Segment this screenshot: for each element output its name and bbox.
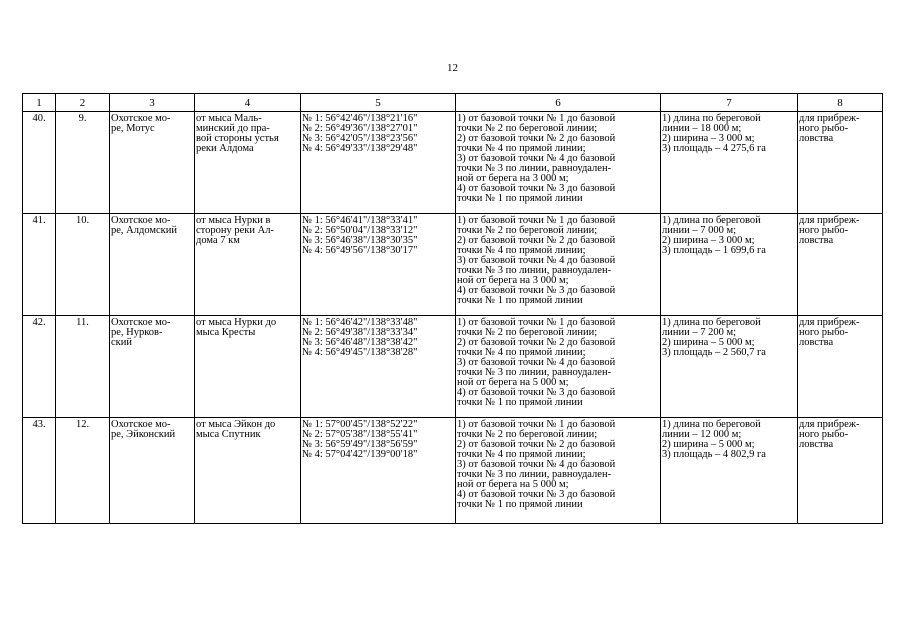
- description-line: 3) от базовой точки № 4 до базовой: [457, 459, 616, 470]
- bounds-line: мыса Кресты: [196, 327, 256, 338]
- purpose-line: ного рыбо-: [799, 225, 849, 236]
- description-line: 1) от базовой точки № 1 до базовой: [457, 419, 616, 430]
- size-line: линии – 7 000 м;: [662, 225, 737, 236]
- purpose-cell: [798, 214, 883, 316]
- column-header: 5: [301, 94, 456, 112]
- coord-line: № 4: 56°49'56"/138°30'17": [302, 245, 418, 256]
- purpose-line: ловства: [799, 235, 834, 246]
- description-line: 1) от базовой точки № 1 до базовой: [457, 113, 616, 124]
- bounds-line: реки Алдома: [196, 143, 254, 154]
- purpose-line: для прибреж-: [799, 317, 860, 328]
- column-header: 3: [110, 94, 195, 112]
- description-line: 4) от базовой точки № 3 до базовой: [457, 183, 616, 194]
- size-cell: [661, 112, 798, 214]
- area-number-cell: 10.: [56, 214, 110, 316]
- description-line: ной от берега на 3 000 м;: [457, 275, 569, 286]
- place-line: Охотское мо-: [111, 419, 171, 430]
- description-line: точки № 1 по прямой линии: [457, 397, 583, 408]
- size-cell: [661, 214, 798, 316]
- coord-line: № 1: 56°46'41"/138°33'41": [302, 215, 418, 226]
- description-line: точки № 2 по береговой линии;: [457, 123, 598, 134]
- description-line: точки № 4 по прямой линии;: [457, 143, 586, 154]
- size-line: линии – 18 000 м;: [662, 123, 742, 134]
- bounds-cell: [195, 418, 301, 524]
- purpose-line: ловства: [799, 133, 834, 144]
- description-line: ной от берега на 3 000 м;: [457, 173, 569, 184]
- description-line: 3) от базовой точки № 4 до базовой: [457, 255, 616, 266]
- table-row: [23, 214, 883, 316]
- description-line: 4) от базовой точки № 3 до базовой: [457, 285, 616, 296]
- bounds-line: минский до пра-: [196, 123, 270, 134]
- purpose-line: ловства: [799, 337, 834, 348]
- place-cell: [110, 316, 195, 418]
- row-number-cell: 40.: [23, 112, 56, 214]
- column-header: 7: [661, 94, 798, 112]
- description-line: 1) от базовой точки № 1 до базовой: [457, 317, 616, 328]
- header-row: [23, 94, 883, 112]
- size-line: 3) площадь – 4 802,9 га: [662, 449, 766, 460]
- coords-cell: [301, 112, 456, 214]
- purpose-line: ного рыбо-: [799, 429, 849, 440]
- column-header: 8: [798, 94, 883, 112]
- description-line: точки № 3 по линии, равноудален-: [457, 367, 612, 378]
- table-row: [23, 418, 883, 524]
- purpose-line: ного рыбо-: [799, 327, 849, 338]
- area-number-cell: 9.: [56, 112, 110, 214]
- description-cell: [456, 316, 661, 418]
- size-line: 1) длина по береговой: [662, 419, 761, 430]
- bounds-line: вой стороны устья: [196, 133, 279, 144]
- column-header: 4: [195, 94, 301, 112]
- place-cell: [110, 112, 195, 214]
- area-number-cell: 12.: [56, 418, 110, 524]
- description-line: 1) от базовой точки № 1 до базовой: [457, 215, 616, 226]
- place-cell: [110, 214, 195, 316]
- description-line: точки № 1 по прямой линии: [457, 193, 583, 204]
- purpose-line: ловства: [799, 439, 834, 450]
- description-line: 4) от базовой точки № 3 до базовой: [457, 489, 616, 500]
- description-line: точки № 4 по прямой линии;: [457, 347, 586, 358]
- description-cell: [456, 418, 661, 524]
- column-header: 6: [456, 94, 661, 112]
- coord-line: № 3: 56°46'48"/138°38'42": [302, 337, 418, 348]
- size-line: 1) длина по береговой: [662, 215, 761, 226]
- size-line: 2) ширина – 3 000 м;: [662, 133, 755, 144]
- purpose-line: для прибреж-: [799, 113, 860, 124]
- purpose-cell: [798, 112, 883, 214]
- bounds-line: от мыса Нурки в: [196, 215, 271, 226]
- description-line: ной от берега на 5 000 м;: [457, 479, 569, 490]
- coords-cell: [301, 316, 456, 418]
- bounds-line: сторону реки Ал-: [196, 225, 274, 236]
- purpose-line: ного рыбо-: [799, 123, 849, 134]
- row-number-cell: 41.: [23, 214, 56, 316]
- description-line: 2) от базовой точки № 2 до базовой: [457, 337, 616, 348]
- size-line: 3) площадь – 2 560,7 га: [662, 347, 766, 358]
- fishing-areas-table: [22, 93, 883, 524]
- coord-line: № 2: 57°05'38"/138°55'41": [302, 429, 418, 440]
- size-cell: [661, 418, 798, 524]
- table-row: [23, 112, 883, 214]
- coord-line: № 1: 57°00'45"/138°52'22": [302, 419, 418, 430]
- description-line: точки № 1 по прямой линии: [457, 295, 583, 306]
- description-line: точки № 2 по береговой линии;: [457, 429, 598, 440]
- place-line: ре, Нурков-: [111, 327, 163, 338]
- coord-line: № 3: 56°42'05"/138°23'56": [302, 133, 418, 144]
- description-line: точки № 4 по прямой линии;: [457, 245, 586, 256]
- coord-line: № 3: 56°46'38"/138°30'35": [302, 235, 418, 246]
- coord-line: № 2: 56°49'38"/138°33'34": [302, 327, 418, 338]
- description-line: точки № 2 по береговой линии;: [457, 225, 598, 236]
- description-line: точки № 1 по прямой линии: [457, 499, 583, 510]
- place-line: Охотское мо-: [111, 215, 171, 226]
- size-line: 2) ширина – 5 000 м;: [662, 439, 755, 450]
- size-line: 3) площадь – 1 699,6 га: [662, 245, 766, 256]
- place-line: Охотское мо-: [111, 113, 171, 124]
- description-line: точки № 3 по линии, равноудален-: [457, 265, 612, 276]
- coord-line: № 2: 56°49'36"/138°27'01": [302, 123, 418, 134]
- coord-line: № 4: 57°04'42"/139°00'18": [302, 449, 418, 460]
- coord-line: № 4: 56°49'45"/138°38'28": [302, 347, 418, 358]
- coord-line: № 1: 56°42'46"/138°21'16": [302, 113, 418, 124]
- size-cell: [661, 316, 798, 418]
- description-line: 3) от базовой точки № 4 до базовой: [457, 153, 616, 164]
- row-number-cell: 42.: [23, 316, 56, 418]
- purpose-cell: [798, 316, 883, 418]
- description-line: ной от берега на 5 000 м;: [457, 377, 569, 388]
- bounds-line: от мыса Маль-: [196, 113, 262, 124]
- bounds-line: от мыса Нурки до: [196, 317, 277, 328]
- bounds-line: от мыса Эйкон до: [196, 419, 276, 430]
- area-number-cell: 11.: [56, 316, 110, 418]
- size-line: линии – 12 000 м;: [662, 429, 742, 440]
- column-header: 1: [23, 94, 56, 112]
- place-line: ре, Эйконский: [111, 429, 176, 440]
- description-line: 2) от базовой точки № 2 до базовой: [457, 133, 616, 144]
- place-line: Охотское мо-: [111, 317, 171, 328]
- coord-line: № 4: 56°49'33"/138°29'48": [302, 143, 418, 154]
- place-cell: [110, 418, 195, 524]
- purpose-cell: [798, 418, 883, 524]
- size-line: 2) ширина – 3 000 м;: [662, 235, 755, 246]
- description-line: 3) от базовой точки № 4 до базовой: [457, 357, 616, 368]
- size-line: 1) длина по береговой: [662, 113, 761, 124]
- table-row: [23, 316, 883, 418]
- description-cell: [456, 214, 661, 316]
- bounds-line: мыса Спутник: [196, 429, 261, 440]
- bounds-cell: [195, 214, 301, 316]
- page-number: 12: [447, 62, 458, 74]
- coord-line: № 1: 56°46'42"/138°33'48": [302, 317, 418, 328]
- purpose-line: для прибреж-: [799, 419, 860, 430]
- place-line: ский: [111, 337, 132, 348]
- column-header: 2: [56, 94, 110, 112]
- coords-cell: [301, 214, 456, 316]
- size-line: 1) длина по береговой: [662, 317, 761, 328]
- place-line: ре, Алдомский: [111, 225, 178, 236]
- description-line: 4) от базовой точки № 3 до базовой: [457, 387, 616, 398]
- size-line: линии – 7 200 м;: [662, 327, 737, 338]
- size-line: 3) площадь – 4 275,6 га: [662, 143, 766, 154]
- description-line: 2) от базовой точки № 2 до базовой: [457, 439, 616, 450]
- purpose-line: для прибреж-: [799, 215, 860, 226]
- description-line: точки № 3 по линии, равноудален-: [457, 469, 612, 480]
- coord-line: № 3: 56°59'49"/138°56'59": [302, 439, 418, 450]
- description-line: точки № 2 по береговой линии;: [457, 327, 598, 338]
- description-line: 2) от базовой точки № 2 до базовой: [457, 235, 616, 246]
- description-cell: [456, 112, 661, 214]
- row-number-cell: 43.: [23, 418, 56, 524]
- bounds-line: дома 7 км: [196, 235, 240, 246]
- coord-line: № 2: 56°50'04"/138°33'12": [302, 225, 418, 236]
- place-line: ре, Мотус: [111, 123, 155, 134]
- coords-cell: [301, 418, 456, 524]
- bounds-cell: [195, 316, 301, 418]
- description-line: точки № 3 по линии, равноудален-: [457, 163, 612, 174]
- description-line: точки № 4 по прямой линии;: [457, 449, 586, 460]
- bounds-cell: [195, 112, 301, 214]
- size-line: 2) ширина – 5 000 м;: [662, 337, 755, 348]
